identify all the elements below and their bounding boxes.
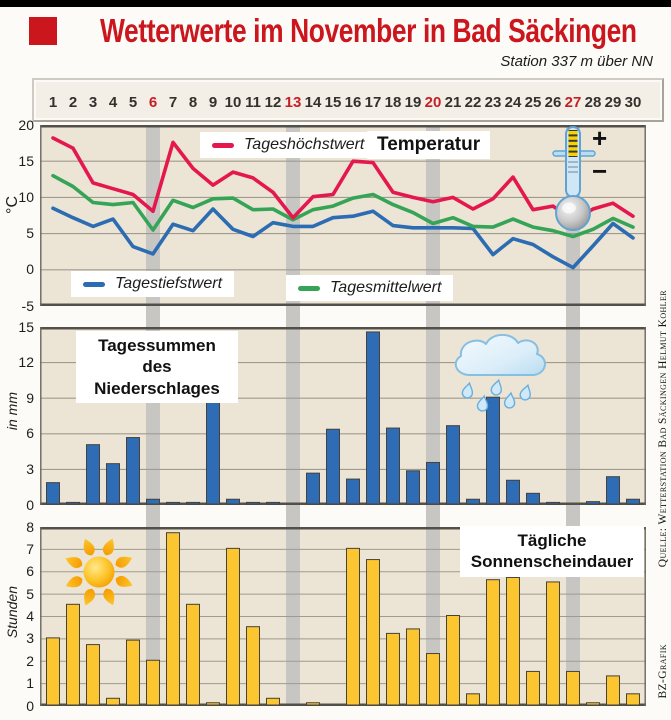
day-label: 7 bbox=[168, 94, 178, 111]
day-label: 29 bbox=[604, 94, 622, 111]
max-line-swatch bbox=[212, 143, 234, 148]
page-title: Wetterwerte im November in Bad Säckingen bbox=[100, 12, 637, 49]
day-label: 13 bbox=[284, 94, 302, 111]
day-label: 28 bbox=[584, 94, 602, 111]
legend-daily-min bbox=[71, 271, 234, 297]
bar-day-24 bbox=[507, 577, 520, 705]
bar-day-5 bbox=[127, 438, 140, 504]
y-tick-label: 2 bbox=[26, 652, 34, 669]
y-tick-label: 6 bbox=[26, 425, 34, 442]
y-tick-label: 1 bbox=[26, 675, 34, 692]
legend-daily-min-label: Tagestiefstwert bbox=[115, 275, 223, 292]
y-tick-label: 15 bbox=[18, 152, 34, 169]
y-tick-label: 9 bbox=[26, 389, 34, 406]
y-tick-label: 8 bbox=[26, 518, 34, 535]
y-tick-label: 5 bbox=[26, 585, 34, 602]
bar-day-2 bbox=[67, 604, 80, 705]
bar-day-7 bbox=[167, 533, 180, 705]
legend-daily-max bbox=[200, 132, 376, 158]
day-label: 18 bbox=[384, 94, 402, 111]
bar-day-23 bbox=[487, 580, 500, 705]
bar-day-12 bbox=[267, 502, 280, 504]
thermometer-plus-sign: + bbox=[592, 125, 608, 153]
day-label: 10 bbox=[224, 94, 242, 111]
day-label: 12 bbox=[264, 94, 282, 111]
bar-day-2 bbox=[67, 502, 80, 504]
bar-day-19 bbox=[407, 471, 420, 504]
bar-day-21 bbox=[447, 426, 460, 504]
y-tick-label: 10 bbox=[18, 188, 34, 205]
thermometer-minus-sign: − bbox=[592, 156, 608, 186]
day-label: 14 bbox=[304, 94, 322, 111]
bar-day-21 bbox=[447, 616, 460, 706]
bar-day-29 bbox=[607, 477, 620, 504]
bar-day-15 bbox=[327, 429, 340, 504]
y-tick-label: 6 bbox=[26, 563, 34, 580]
bar-day-30 bbox=[627, 694, 640, 705]
day-label: 17 bbox=[364, 94, 382, 111]
title-bullet-square bbox=[29, 17, 57, 45]
line-series-Tagestiefstwert bbox=[53, 208, 633, 267]
bar-day-20 bbox=[427, 462, 440, 504]
day-label: 25 bbox=[524, 94, 542, 111]
bar-day-12 bbox=[267, 698, 280, 705]
sunshine-chart-title: Tägliche Sonnenscheindauer bbox=[460, 526, 644, 577]
day-label: 30 bbox=[624, 94, 642, 111]
sunshine-axis-unit: Stunden bbox=[4, 586, 20, 639]
bar-day-18 bbox=[387, 428, 400, 504]
y-tick-label: 5 bbox=[26, 225, 34, 242]
bar-day-22 bbox=[467, 499, 480, 504]
bar-day-5 bbox=[127, 640, 140, 705]
bar-day-16 bbox=[347, 548, 360, 705]
bar-day-1 bbox=[47, 638, 60, 705]
bar-day-14 bbox=[307, 473, 320, 504]
bar-day-25 bbox=[527, 493, 540, 504]
y-tick-label: 20 bbox=[18, 116, 34, 133]
bar-day-28 bbox=[587, 703, 600, 705]
day-label: 19 bbox=[404, 94, 422, 111]
mean-line-swatch bbox=[298, 286, 320, 291]
top-border-bar bbox=[0, 0, 671, 7]
day-label: 20 bbox=[424, 94, 442, 111]
y-tick-label: 12 bbox=[18, 354, 34, 371]
bar-day-6 bbox=[147, 499, 160, 504]
y-tick-label: 3 bbox=[26, 630, 34, 647]
bar-day-3 bbox=[87, 445, 100, 504]
bar-day-17 bbox=[367, 560, 380, 705]
bar-day-18 bbox=[387, 633, 400, 705]
bar-day-4 bbox=[107, 464, 120, 504]
day-label: 21 bbox=[444, 94, 462, 111]
graphic-credit: BZ-Grafik bbox=[657, 644, 669, 699]
day-label: 2 bbox=[68, 94, 78, 111]
day-label: 4 bbox=[108, 94, 118, 111]
station-subtitle: Station 337 m über NN bbox=[500, 53, 653, 70]
bar-day-16 bbox=[347, 479, 360, 504]
legend-daily-mean-label: Tagesmittelwert bbox=[330, 279, 442, 296]
bar-day-22 bbox=[467, 694, 480, 705]
y-tick-label: 0 bbox=[26, 496, 34, 513]
bar-day-17 bbox=[367, 332, 380, 504]
bar-day-27 bbox=[567, 671, 580, 705]
day-label: 24 bbox=[504, 94, 522, 111]
bar-day-4 bbox=[107, 698, 120, 705]
day-label: 23 bbox=[484, 94, 502, 111]
bar-day-1 bbox=[47, 483, 60, 504]
legend-daily-max-label: Tageshöchstwert bbox=[244, 136, 365, 153]
day-label: 8 bbox=[188, 94, 198, 111]
bar-day-6 bbox=[147, 660, 160, 705]
min-line-swatch bbox=[83, 282, 105, 287]
sun-icon bbox=[58, 534, 140, 614]
bar-day-11 bbox=[247, 627, 260, 705]
day-label: 22 bbox=[464, 94, 482, 111]
legend-daily-mean bbox=[286, 275, 453, 301]
day-label: 5 bbox=[128, 94, 138, 111]
y-tick-label: 3 bbox=[26, 460, 34, 477]
precipitation-chart-title: Tagessummen des Niederschlages bbox=[76, 331, 238, 403]
precipitation-axis-unit: in mm bbox=[4, 392, 20, 431]
bar-day-28 bbox=[587, 502, 600, 504]
bar-day-10 bbox=[227, 499, 240, 504]
temperature-chart-title: Temperatur bbox=[367, 131, 490, 159]
bar-day-10 bbox=[227, 548, 240, 705]
bar-day-11 bbox=[247, 502, 260, 504]
y-tick-label: 7 bbox=[26, 540, 34, 557]
y-tick-label: 0 bbox=[26, 697, 34, 714]
bar-day-24 bbox=[507, 480, 520, 504]
source-credit: Quelle: Wetterstation Bad Säckingen Helmut Kohler bbox=[657, 290, 669, 568]
y-tick-label: -5 bbox=[21, 297, 34, 314]
day-label: 6 bbox=[148, 94, 158, 111]
bar-day-19 bbox=[407, 629, 420, 705]
day-label: 27 bbox=[564, 94, 582, 111]
bar-day-3 bbox=[87, 645, 100, 705]
bar-day-7 bbox=[167, 502, 180, 504]
day-label: 16 bbox=[344, 94, 362, 111]
day-label: 11 bbox=[245, 94, 261, 111]
day-label: 15 bbox=[324, 94, 342, 111]
y-tick-label: 4 bbox=[26, 608, 34, 624]
bar-day-26 bbox=[547, 502, 560, 504]
day-label: 1 bbox=[48, 94, 58, 111]
bar-day-25 bbox=[527, 671, 540, 705]
bar-day-20 bbox=[427, 654, 440, 705]
bar-day-9 bbox=[207, 703, 220, 705]
day-label: 3 bbox=[88, 94, 98, 111]
bar-day-8 bbox=[187, 502, 200, 504]
y-tick-label: 15 bbox=[18, 318, 34, 335]
day-label: 26 bbox=[544, 94, 562, 111]
y-tick-label: 0 bbox=[26, 261, 34, 278]
bar-day-26 bbox=[547, 582, 560, 705]
rain-cloud-icon bbox=[446, 334, 550, 418]
bar-day-29 bbox=[607, 676, 620, 705]
thermometer-icon bbox=[552, 125, 610, 237]
bar-day-8 bbox=[187, 604, 200, 705]
bar-day-30 bbox=[627, 499, 640, 504]
temperature-axis-unit: °C bbox=[4, 196, 21, 214]
day-label: 9 bbox=[208, 94, 218, 111]
bar-day-14 bbox=[307, 703, 320, 705]
